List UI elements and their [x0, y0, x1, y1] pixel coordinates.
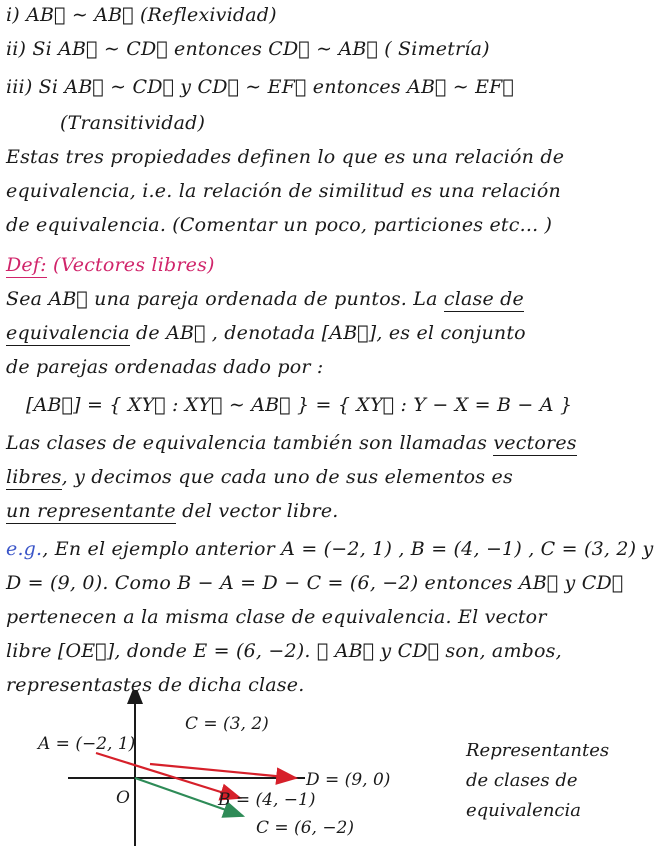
label-point-a: A = (−2, 1)	[38, 734, 136, 754]
label-point-c: C = (3, 2)	[185, 714, 269, 734]
side-note-line: Representantes	[466, 740, 610, 761]
side-note-line: equivalencia	[466, 800, 581, 821]
property-symmetric: ii) Si AB⃗ ∼ CD⃗ entonces CD⃗ ∼ AB⃗ ( Simetría)	[6, 38, 490, 60]
label-point-e: C = (6, −2)	[256, 818, 355, 838]
class-formula: [AB⃗] = { XY⃗ : XY⃗ ∼ AB⃗ } = { XY⃗ : Y − X = B − A }	[26, 394, 573, 416]
example-line: libre [OE⃗], donde E = (6, −2). ∴ AB⃗ y CD⃗ son, ambos,	[6, 640, 562, 662]
text-line: de equivalencia. (Comentar un poco, particiones etc... )	[6, 214, 553, 236]
example-line: representastes de dicha clase.	[6, 674, 305, 696]
property-transitive-label: (Transitividad)	[60, 112, 206, 134]
text-line: equivalencia, i.e. la relación de similitud es una relación	[6, 180, 561, 202]
text-span: del vector libre.	[175, 500, 339, 522]
text-line	[6, 498, 339, 524]
text-line	[6, 430, 577, 456]
def-prefix: Def:	[6, 254, 47, 276]
example-prefix: e.g.	[6, 538, 43, 560]
label-point-b: B = (4, −1)	[218, 790, 316, 810]
definition-heading	[6, 252, 215, 278]
def-title: (Vectores libres)	[46, 254, 215, 276]
underlined-term: clase de	[443, 288, 524, 310]
underlined-term: un representante	[6, 500, 176, 522]
label-point-d: D = (9, 0)	[306, 770, 391, 790]
text-line	[6, 320, 526, 346]
text-line	[6, 286, 524, 312]
text-span: de AB⃗ , denotada [AB⃗], es el conjunto	[129, 322, 526, 344]
text-span: Sea AB⃗ una pareja ordenada de puntos. La	[6, 288, 444, 310]
example-line	[6, 536, 653, 562]
text-span: , En el ejemplo anterior A = (−2, 1) , B = (4, −1) , C = (3, 2) y	[42, 538, 654, 560]
example-line: D = (9, 0). Como B − A = D − C = (6, −2) entonces AB⃗ y CD⃗	[6, 572, 624, 594]
side-note-line: de clases de	[466, 770, 578, 791]
property-transitive: iii) Si AB⃗ ∼ CD⃗ y CD⃗ ∼ EF⃗ entonces AB⃗ ∼ EF⃗	[6, 76, 514, 98]
text-span: Las clases de equivalencia también son llamadas	[6, 432, 494, 454]
text-span: , y decimos que cada uno de sus elementos es	[61, 466, 513, 488]
text-line: de parejas ordenadas dado por :	[6, 356, 324, 378]
text-line	[6, 464, 513, 490]
underlined-term: equivalencia	[6, 322, 130, 344]
label-origin: O	[116, 788, 130, 808]
example-line: pertenecen a la misma clase de equivalencia. El vector	[6, 606, 547, 628]
underlined-term: vectores	[493, 432, 577, 454]
underlined-term: libres	[6, 466, 62, 488]
text-line: Estas tres propiedades definen lo que es una relación de	[6, 146, 565, 168]
property-reflexive: i) AB⃗ ∼ AB⃗ (Reflexividad)	[6, 4, 277, 26]
